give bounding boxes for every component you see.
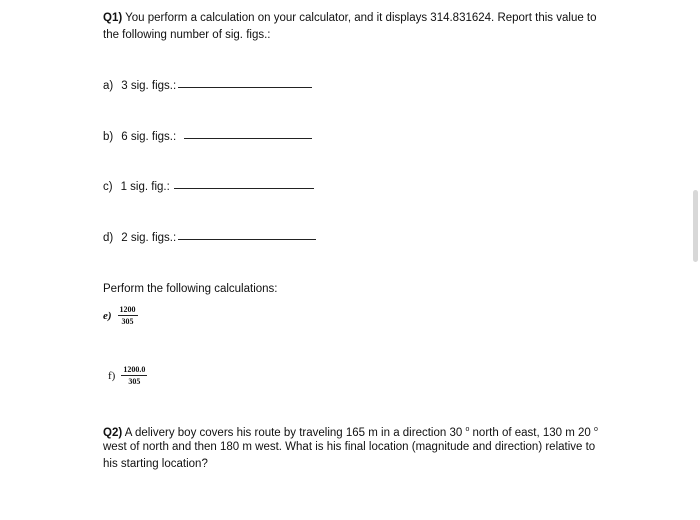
- q2-line-2: west of north and then 180 m west. What is his final location (magnitude and direction) relative to: [103, 441, 596, 453]
- item-letter: c): [103, 181, 113, 193]
- q2-text-1b: north of east, 130 m 20: [469, 426, 595, 439]
- item-letter: b): [103, 131, 114, 143]
- calc-item-e: [103, 305, 138, 326]
- sig-fig-item-b: [103, 131, 312, 143]
- fraction: [118, 305, 138, 326]
- q2-number: Q2): [103, 426, 123, 439]
- calculations-heading: Perform the following calculations:: [103, 283, 278, 295]
- q1-text-1: You perform a calculation on your calculator, and it displays 314.831624. Report this value to: [122, 12, 597, 24]
- q1-line-1: [103, 10, 623, 27]
- sig-fig-item-c: [103, 181, 314, 193]
- numerator: 1200: [119, 305, 136, 314]
- numerator: 1200.0: [123, 365, 146, 374]
- q2-line-3: his starting location?: [103, 458, 208, 470]
- scrollbar-thumb[interactable]: [693, 190, 698, 262]
- q1-line-2: the following number of sig. figs.:: [103, 29, 271, 41]
- q2-text-1a: A delivery boy covers his route by traveling 165 m in a direction 30: [122, 426, 466, 439]
- answer-blank-d[interactable]: [178, 238, 316, 240]
- item-label: 6 sig. figs.:: [121, 131, 177, 143]
- item-letter: a): [103, 80, 114, 92]
- sig-fig-item-a: [103, 80, 312, 92]
- item-letter: e): [103, 309, 112, 322]
- sig-fig-item-d: [103, 232, 316, 244]
- item-label: 2 sig. figs.:: [121, 232, 177, 244]
- calc-item-f: [108, 365, 147, 386]
- denominator: 305: [128, 377, 141, 386]
- item-label: 3 sig. figs.:: [121, 80, 177, 92]
- answer-blank-a[interactable]: [178, 86, 312, 88]
- item-label: 1 sig. fig.:: [120, 181, 170, 193]
- denominator: 305: [121, 317, 134, 326]
- item-letter: f): [108, 369, 116, 382]
- answer-blank-c[interactable]: [174, 187, 314, 189]
- fraction: [121, 365, 147, 386]
- q1-number: Q1): [103, 12, 123, 24]
- item-letter: d): [103, 232, 114, 244]
- answer-blank-b[interactable]: [184, 137, 312, 139]
- degree-symbol: o: [594, 426, 598, 433]
- degree-symbol: o: [465, 426, 470, 433]
